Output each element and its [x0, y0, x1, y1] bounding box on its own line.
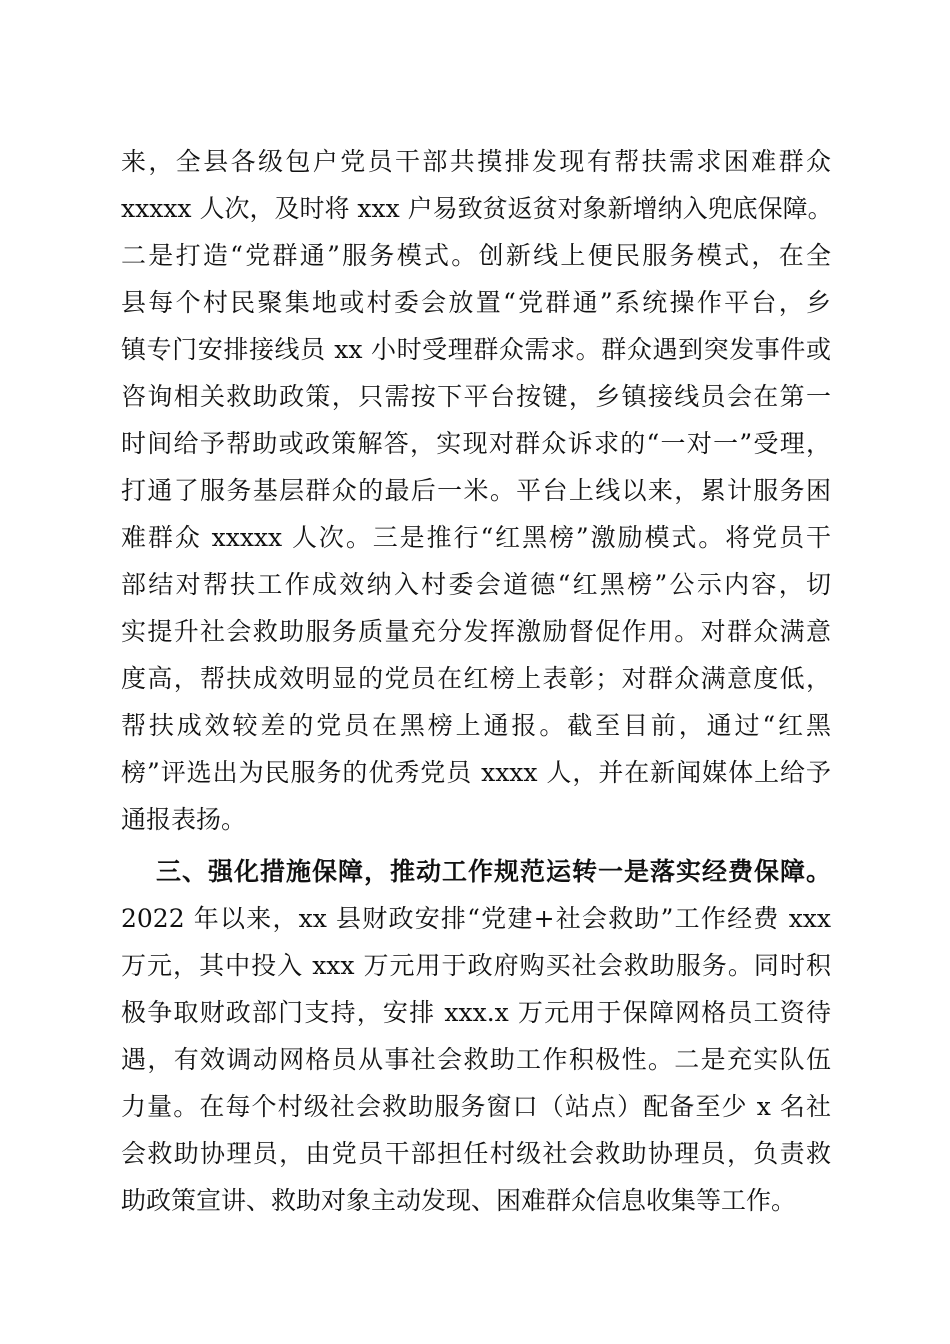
text-line-23: 助政策宣讲、救助对象主动发现、困难群众信息收集等工作。 — [121, 1186, 797, 1215]
text-line-11: 实提升社会救助服务质量充分发挥激励督促作用。对群众满意 — [121, 617, 831, 646]
text-line-9: 难群众 xxxxx 人次。三是推行“红黑榜”激励模式。将党员干 — [121, 523, 831, 552]
text-line-1: 来，全县各级包户党员干部共摸排发现有帮扶需求困难群众 — [121, 147, 831, 176]
text-line-2: xxxxx 人次，及时将 xxx 户易致贫返贫对象新增纳入兜底保障。 — [121, 194, 833, 223]
text-line-15: 通报表扬。 — [121, 805, 247, 834]
text-line-7: 时间给予帮助或政策解答，实现对群众诉求的“一对一”受理， — [121, 429, 831, 458]
text-line-10: 部结对帮扶工作成效纳入村委会道德“红黑榜”公示内容，切 — [121, 570, 831, 599]
text-line-20: 遇，有效调动网格员从事社会救助工作积极性。二是充实队伍 — [121, 1045, 831, 1074]
section-heading-3: 三、强化措施保障，推动工作规范运转一是落实经费保障。 — [156, 857, 831, 886]
text-line-19: 极争取财政部门支持，安排 xxx.x 万元用于保障网格员工资待 — [121, 998, 831, 1027]
text-line-4: 县每个村民聚集地或村委会放置“党群通”系统操作平台，乡 — [121, 288, 831, 317]
text-line-8: 打通了服务基层群众的最后一米。平台上线以来，累计服务困 — [121, 476, 831, 505]
text-line-3: 二是打造“党群通”服务模式。创新线上便民服务模式，在全 — [121, 241, 831, 270]
text-line-21: 力量。在每个村级社会救助服务窗口（站点）配备至少 x 名社 — [121, 1092, 831, 1121]
text-line-5: 镇专门安排接线员 xx 小时受理群众需求。群众遇到突发事件或 — [121, 335, 831, 364]
text-line-12: 度高，帮扶成效明显的党员在红榜上表彰；对群众满意度低， — [121, 664, 831, 693]
text-line-17: 2022 年以来，xx 县财政安排“党建+社会救助”工作经费 xxx — [121, 904, 831, 933]
text-line-18: 万元，其中投入 xxx 万元用于政府购买社会救助服务。同时积 — [121, 951, 831, 980]
text-line-13: 帮扶成效较差的党员在黑榜上通报。截至目前，通过“红黑 — [121, 711, 831, 740]
text-line-6: 咨询相关救助政策，只需按下平台按键，乡镇接线员会在第一 — [121, 382, 831, 411]
text-line-14: 榜”评选出为民服务的优秀党员 xxxx 人，并在新闻媒体上给予 — [121, 758, 831, 787]
text-line-22: 会救助协理员，由党员干部担任村级社会救助协理员，负责救 — [121, 1139, 831, 1168]
